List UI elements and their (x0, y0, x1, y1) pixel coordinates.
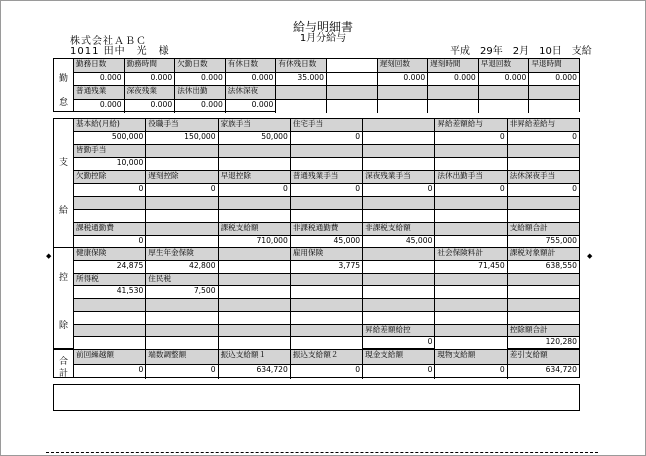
deductions-label-cell: 住民税 (146, 274, 218, 287)
attendance-label-cell: 早退時間 (529, 59, 579, 73)
company-name: 株式会社ＡＢＣ (70, 36, 147, 47)
side-char: 支 (58, 158, 68, 168)
attendance-value-cell: 0.000 (74, 73, 125, 87)
attendance-label-cell: 早退回数 (479, 59, 530, 73)
deductions-label-cell (219, 274, 291, 287)
payments-label-cell: 早退控除 (219, 171, 291, 184)
attendance-row (74, 100, 579, 114)
payments-value-cell (363, 132, 435, 145)
side-char: 計 (58, 369, 68, 379)
totals-value-cell: 634,720 (545, 364, 577, 374)
totals-side-label (54, 350, 74, 377)
attendance-value-cell (327, 73, 378, 87)
deductions-label-cell (363, 248, 435, 261)
deductions-value-cell (435, 312, 507, 325)
payments-label-cell: 非昇給差給与 (508, 119, 579, 132)
deductions-value-cell (74, 312, 146, 325)
deductions-row (74, 261, 579, 274)
payments-label-cell: 遅刻控除 (146, 171, 218, 184)
payments-label-cell: 住宅手当 (291, 119, 363, 132)
payments-value-cell: 10,000 (74, 158, 146, 171)
payments-value-cell: 0 (291, 184, 363, 197)
payments-value-cell: 0 (363, 184, 435, 197)
payments-value-cell: 0 (219, 184, 291, 197)
deductions-value-cell (291, 312, 363, 325)
deductions-label-cell (508, 274, 579, 287)
attendance-value-cell: 0.000 (175, 73, 226, 87)
totals-value-cell: 0 (74, 365, 146, 380)
payments-label-cell: 欠勤控除 (74, 171, 146, 184)
side-char: 怠 (58, 98, 68, 108)
deductions-label-cell: 厚生年金保険 (146, 248, 218, 261)
deductions-label-cell: 所得税 (74, 274, 146, 287)
payments-value-cell: 45,000 (363, 236, 435, 249)
payments-label-cell: 法休出勤手当 (435, 171, 507, 184)
payments-label-cell: 課税支給額 (219, 223, 291, 236)
attendance-label-cell: 法休深夜 (226, 86, 277, 100)
deductions-label-cell (291, 325, 363, 338)
payments-value-cell (508, 158, 579, 171)
remarks-box (53, 384, 580, 411)
attendance-value-cell: 0.000 (226, 100, 277, 114)
payments-label-cell: 役職手当 (146, 119, 218, 132)
payments-label-cell: 法休深夜手当 (508, 171, 579, 184)
attendance-label-cell (327, 86, 378, 100)
deductions-label-cell: 昇給差額給控 (363, 325, 435, 338)
payments-row (74, 223, 579, 236)
payments-label-cell: 皆勤手当 (74, 145, 146, 158)
deductions-label-cell (146, 325, 218, 338)
attendance-label-cell (479, 86, 530, 100)
deductions-value-cell: 0 (363, 337, 435, 350)
payments-value-cell: 45,000 (291, 236, 363, 249)
payments-label-cell (146, 145, 218, 158)
attendance-label-cell: 勤務日数 (74, 59, 125, 73)
deductions-label-cell (219, 299, 291, 312)
side-char: 勤 (58, 74, 68, 84)
cut-line (46, 452, 598, 453)
deductions-row (74, 286, 579, 299)
attendance-value-cell: 35.000 (276, 73, 327, 87)
deductions-label-cell (435, 274, 507, 287)
payments-value-cell (146, 210, 218, 223)
deductions-value-cell (508, 312, 579, 325)
payments-label-cell (74, 197, 146, 210)
payments-label-cell (219, 197, 291, 210)
totals-label-cell: 振込支給額２ (291, 350, 363, 365)
fold-marker-left-icon: ◆ (46, 252, 52, 260)
employee-name: 1011 田中 光 様 (70, 46, 170, 57)
payments-row (74, 197, 579, 210)
payments-value-cell (146, 158, 218, 171)
deductions-value-cell (219, 312, 291, 325)
attendance-value-cell: 0.000 (74, 100, 125, 114)
payments-label-cell (219, 145, 291, 158)
attendance-row (74, 86, 579, 100)
payments-row (74, 158, 579, 171)
deductions-value-cell (508, 286, 579, 299)
deductions-value-cell: 638,550 (508, 261, 579, 274)
payments-label-cell: 課税通勤費 (74, 223, 146, 236)
payments-value-cell: 710,000 (219, 236, 291, 249)
fold-marker-right-icon: ◆ (587, 252, 593, 260)
payments-label-cell: 非課税通勤費 (291, 223, 363, 236)
attendance-label-cell: 法休出勤 (175, 86, 226, 100)
attendance-value-cell: 0.000 (226, 73, 277, 87)
deductions-value-cell (363, 312, 435, 325)
deductions-label-cell: 課税対象額計 (508, 248, 579, 261)
payments-label-cell (435, 197, 507, 210)
deductions-label-cell: 控除額合計 (508, 325, 579, 338)
payments-grid (74, 119, 579, 247)
attendance-value-cell: 0.000 (125, 100, 176, 114)
payments-value-cell (74, 210, 146, 223)
payments-row (74, 119, 579, 132)
payments-label-cell: 基本給(月給) (74, 119, 146, 132)
attendance-value-cell (327, 100, 378, 114)
attendance-value-cell (276, 100, 327, 114)
payments-value-cell: 0 (74, 236, 146, 249)
payments-row (74, 210, 579, 223)
totals-row (74, 350, 579, 365)
totals-label-cell: 振込支給額１ (219, 350, 291, 365)
deductions-value-cell: 3,775 (291, 261, 363, 274)
deductions-label-cell: 社会保険料計 (435, 248, 507, 261)
payments-value-cell (291, 158, 363, 171)
totals-label-cell: 前回繰越額 (74, 350, 146, 365)
side-char: 控 (58, 273, 68, 283)
deductions-value-cell (363, 261, 435, 274)
payments-value-cell: 0 (508, 184, 579, 197)
attendance-side-label (54, 59, 74, 111)
attendance-label-cell: 遅刻回数 (378, 59, 429, 73)
attendance-label-cell (276, 86, 327, 100)
deductions-value-cell (219, 286, 291, 299)
side-char: 除 (58, 321, 68, 331)
deductions-label-cell (508, 299, 579, 312)
payments-row (74, 184, 579, 197)
deductions-section (53, 247, 580, 349)
deductions-label-cell (219, 325, 291, 338)
deductions-value-cell (291, 286, 363, 299)
deductions-label-cell (435, 325, 507, 338)
payments-value-cell: 0 (435, 184, 507, 197)
attendance-label-cell (529, 86, 579, 100)
deductions-value-cell (146, 312, 218, 325)
payments-value-cell (508, 210, 579, 223)
deductions-label-cell: 雇用保険 (291, 248, 363, 261)
payments-value-cell: 500,000 (74, 132, 146, 145)
deductions-value-cell (219, 261, 291, 274)
payments-label-cell (435, 223, 507, 236)
attendance-section (53, 58, 580, 112)
attendance-label-cell: 有休日数 (226, 59, 277, 73)
attendance-grid (74, 59, 579, 111)
attendance-value-cell: 0.000 (175, 100, 226, 114)
deductions-row (74, 312, 579, 325)
deductions-label-cell (363, 299, 435, 312)
deductions-label-cell (74, 299, 146, 312)
payments-label-cell (363, 145, 435, 158)
deductions-label-cell (291, 299, 363, 312)
payments-label-cell: 家族手当 (219, 119, 291, 132)
payments-label-cell (508, 145, 579, 158)
totals-value-cell: 634,720 (219, 365, 291, 380)
totals-label-cell: 端数調整額 (146, 350, 218, 365)
deductions-label-cell (435, 299, 507, 312)
deductions-value-cell: 42,800 (146, 261, 218, 274)
attendance-value-cell (327, 59, 378, 73)
payments-value-cell (435, 210, 507, 223)
payments-value-cell: 50,000 (219, 132, 291, 145)
payments-value-cell: 0 (74, 184, 146, 197)
attendance-value-cell: 0.000 (428, 73, 479, 87)
totals-section (53, 349, 580, 378)
totals-label-cell: 差引支給額 (508, 350, 579, 365)
attendance-value-cell: 0.000 (125, 73, 176, 87)
pay-period: 1月分給与 (299, 33, 347, 44)
attendance-value-cell: 0.000 (479, 73, 530, 87)
payments-value-cell: 0 (508, 132, 579, 145)
attendance-row (74, 59, 579, 73)
deductions-grid (74, 248, 579, 348)
payments-label-cell (146, 197, 218, 210)
totals-value-cell: 0 (146, 365, 218, 380)
deductions-label-cell (363, 274, 435, 287)
totals-label-cell: 現金支給額 (363, 350, 435, 365)
payments-label-cell (435, 145, 507, 158)
payments-label-cell: 昇給差額給与 (435, 119, 507, 132)
deductions-value-cell (363, 286, 435, 299)
payments-value-cell (219, 210, 291, 223)
side-char: 合 (58, 357, 68, 367)
payments-label-cell: 深夜残業手当 (363, 171, 435, 184)
payments-label-cell: 非課税支給額 (363, 223, 435, 236)
attendance-label-cell: 遅刻時間 (428, 59, 479, 73)
deductions-value-cell: 120,280 (545, 337, 577, 347)
payments-value-cell: 755,000 (545, 236, 577, 245)
payments-value-cell: 150,000 (146, 132, 218, 145)
attendance-value-cell (428, 100, 479, 114)
attendance-value-cell (529, 100, 579, 114)
payments-label-cell (146, 223, 218, 236)
payments-value-cell (219, 158, 291, 171)
attendance-label-cell (428, 86, 479, 100)
payments-label-cell (363, 197, 435, 210)
side-char: 給 (58, 206, 68, 216)
payments-row (74, 145, 579, 158)
totals-value-cell: 0 (291, 365, 363, 380)
payments-value-cell: 0 (291, 132, 363, 145)
attendance-value-cell: 0.000 (378, 73, 429, 87)
attendance-label-cell: 勤務時間 (125, 59, 176, 73)
totals-grid (74, 350, 579, 377)
deductions-row (74, 325, 579, 338)
totals-value-cell: 0 (435, 365, 507, 380)
payments-label-cell (508, 197, 579, 210)
pay-date: 平成 29年 2月 10日 支給 (450, 46, 592, 57)
deductions-side-label (54, 248, 74, 348)
deductions-label-cell (291, 274, 363, 287)
payments-value-cell: 0 (146, 184, 218, 197)
attendance-value-cell (378, 100, 429, 114)
deductions-label-cell: 健康保険 (74, 248, 146, 261)
payments-row (74, 171, 579, 184)
payments-row (74, 132, 579, 145)
payments-value-cell (363, 158, 435, 171)
totals-value-cell: 0 (363, 365, 435, 380)
payments-label-cell (363, 119, 435, 132)
deductions-row (74, 274, 579, 287)
deductions-value-cell: 24,875 (74, 261, 146, 274)
totals-label-cell: 現物支給額 (435, 350, 507, 365)
payments-label-cell (291, 145, 363, 158)
deductions-row (74, 299, 579, 312)
deductions-label-cell (219, 248, 291, 261)
attendance-label-cell: 普通残業 (74, 86, 125, 100)
payments-value-cell (435, 158, 507, 171)
payments-value-cell: 0 (435, 132, 507, 145)
attendance-label-cell: 欠勤日数 (175, 59, 226, 73)
attendance-label-cell (378, 86, 429, 100)
payments-value-cell (291, 210, 363, 223)
page-title: 給与明細書 (292, 20, 353, 34)
attendance-label-cell: 深夜残業 (125, 86, 176, 100)
attendance-value-cell (479, 100, 530, 114)
payments-section (53, 118, 580, 248)
attendance-row (74, 73, 579, 87)
deductions-value-cell: 41,530 (74, 286, 146, 299)
payments-label-cell: 支給額合計 (508, 223, 579, 236)
payments-side-label (54, 119, 74, 247)
payments-value-cell (363, 210, 435, 223)
deductions-value-cell: 7,500 (146, 286, 218, 299)
attendance-label-cell: 有休残日数 (276, 59, 327, 73)
deductions-label-cell (74, 325, 146, 338)
payments-label-cell (291, 197, 363, 210)
deductions-value-cell: 71,450 (435, 261, 507, 274)
deductions-row (74, 248, 579, 261)
payments-label-cell: 普通残業手当 (291, 171, 363, 184)
deductions-value-cell (435, 286, 507, 299)
totals-row (74, 365, 579, 380)
deductions-label-cell (146, 299, 218, 312)
attendance-value-cell: 0.000 (529, 73, 579, 87)
